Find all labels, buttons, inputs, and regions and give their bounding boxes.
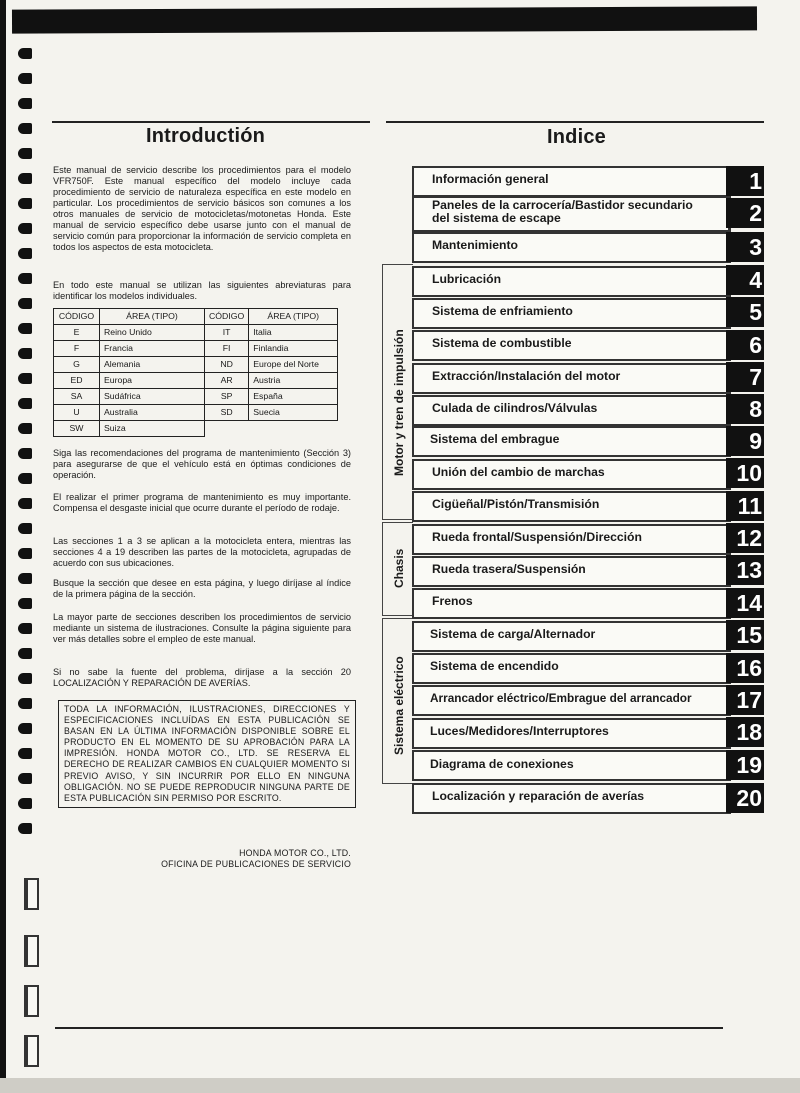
table-cell: SD bbox=[205, 405, 249, 421]
binding-hole bbox=[18, 523, 32, 534]
toc-label[interactable]: Sistema de enfriamiento bbox=[432, 304, 573, 318]
group-label-electrical: Sistema eléctrico bbox=[392, 656, 406, 755]
binding-hole bbox=[18, 798, 32, 809]
toc-label[interactable]: Sistema de encendido bbox=[430, 659, 559, 673]
model-codes-table bbox=[53, 308, 338, 437]
top-black-bar bbox=[12, 6, 757, 33]
binding-ring bbox=[24, 985, 39, 1017]
toc-number-tab[interactable]: 5 bbox=[726, 297, 764, 327]
column-header: CÓDIGO bbox=[205, 309, 249, 325]
binding-hole bbox=[18, 348, 32, 359]
toc-number-tab[interactable]: 6 bbox=[726, 330, 764, 360]
toc-number-tab[interactable]: 9 bbox=[726, 426, 764, 456]
binding-hole bbox=[18, 748, 32, 759]
toc-number-tab[interactable]: 17 bbox=[726, 685, 764, 715]
header-rule-right bbox=[386, 121, 764, 123]
toc-label[interactable]: Luces/Medidores/Interruptores bbox=[430, 724, 609, 738]
binding-hole bbox=[18, 698, 32, 709]
column-header: ÁREA (TIPO) bbox=[249, 309, 338, 325]
table-cell: FI bbox=[205, 341, 249, 357]
table-cell: Australia bbox=[100, 405, 205, 421]
binding-hole bbox=[18, 173, 32, 184]
binding-hole bbox=[18, 148, 32, 159]
toc-label-line: Paneles de la carrocería/Bastidor secundario bbox=[432, 198, 693, 212]
table-cell: Alemania bbox=[100, 357, 205, 373]
column-header: ÁREA (TIPO) bbox=[100, 309, 205, 325]
footer-rule bbox=[55, 1027, 723, 1029]
table-cell: G bbox=[54, 357, 100, 373]
toc-label[interactable]: Unión del cambio de marchas bbox=[432, 465, 605, 479]
binding-hole bbox=[18, 273, 32, 284]
table-cell: Finlandia bbox=[249, 341, 338, 357]
binding-hole bbox=[18, 548, 32, 559]
toc-number-tab[interactable]: 3 bbox=[726, 232, 764, 262]
toc-number-tab[interactable]: 18 bbox=[726, 717, 764, 747]
intro-paragraph: Las secciones 1 a 3 se aplican a la motocicleta entera, mientras las secciones 4 a 19 describen las partes de la motocicleta, agrupadas de acuerdo con sus ubicaciones. bbox=[53, 536, 351, 568]
table-row bbox=[54, 405, 338, 421]
toc-number-tab[interactable]: 2 bbox=[726, 198, 764, 228]
table-cell-empty bbox=[249, 421, 338, 437]
toc-number-tab[interactable]: 11 bbox=[726, 491, 764, 521]
index-title: Indice bbox=[547, 126, 606, 148]
toc-number-tab[interactable]: 14 bbox=[726, 588, 764, 618]
intro-paragraph: Si no sabe la fuente del problema, diríjase a la sección 20 LOCALIZACIÓN Y REPARACIÓN DE AVERÍAS. bbox=[53, 667, 351, 688]
binding-hole bbox=[18, 423, 32, 434]
toc-label[interactable]: Arrancador eléctrico/Embrague del arrancador bbox=[430, 691, 692, 705]
toc-number-tab[interactable]: 13 bbox=[726, 555, 764, 585]
header-rule-left bbox=[52, 121, 370, 123]
binding-hole bbox=[18, 398, 32, 409]
toc-label[interactable]: Diagrama de conexiones bbox=[430, 757, 574, 771]
toc-label-line: del sistema de escape bbox=[432, 211, 561, 225]
toc-label[interactable]: Extracción/Instalación del motor bbox=[432, 369, 621, 383]
binding-hole bbox=[18, 823, 32, 834]
toc-number-tab[interactable]: 1 bbox=[726, 166, 764, 196]
table-cell-empty bbox=[205, 421, 249, 437]
toc-label[interactable]: Rueda frontal/Suspensión/Dirección bbox=[432, 530, 642, 544]
binding-hole bbox=[18, 648, 32, 659]
binding-ring bbox=[24, 878, 39, 910]
binding-hole bbox=[18, 498, 32, 509]
toc-label[interactable]: Sistema del embrague bbox=[430, 432, 560, 446]
binding-hole bbox=[18, 198, 32, 209]
toc-label[interactable]: Lubricación bbox=[432, 272, 502, 286]
publisher-office: OFICINA DE PUBLICACIONES DE SERVICIO bbox=[161, 859, 351, 869]
group-label-engine: Motor y tren de impulsión bbox=[392, 329, 406, 476]
toc-number-tab[interactable]: 4 bbox=[726, 265, 764, 295]
binding-hole bbox=[18, 123, 32, 134]
publisher-name: HONDA MOTOR CO., LTD. bbox=[239, 848, 351, 858]
binding-hole bbox=[18, 73, 32, 84]
table-row bbox=[54, 341, 338, 357]
publisher-block bbox=[125, 848, 351, 870]
intro-paragraph: En todo este manual se utilizan las siguientes abreviaturas para identificar los modelos individuales. bbox=[53, 280, 351, 301]
binding-hole bbox=[18, 673, 32, 684]
binding-hole bbox=[18, 623, 32, 634]
toc-number-tab[interactable]: 12 bbox=[726, 523, 764, 553]
table-cell: IT bbox=[205, 325, 249, 341]
table-cell: U bbox=[54, 405, 100, 421]
table-cell: Austria bbox=[249, 373, 338, 389]
table-row bbox=[54, 325, 338, 341]
binding-hole bbox=[18, 323, 32, 334]
table-cell: Suiza bbox=[100, 421, 205, 437]
table-cell: España bbox=[249, 389, 338, 405]
table-cell: AR bbox=[205, 373, 249, 389]
table-row bbox=[54, 357, 338, 373]
toc-number-tab[interactable]: 7 bbox=[726, 362, 764, 392]
toc-label[interactable]: Sistema de combustible bbox=[432, 336, 572, 350]
binding-hole bbox=[18, 48, 32, 59]
copyright-notice-box: TODA LA INFORMACIÓN, ILUSTRACIONES, DIRECCIONES Y ESPECIFICACIONES INCLUÍDAS EN ESTA PUBLICACIÓN SE BASAN EN LA ÚLTIMA INFORMACIÓN DISPONIBLE SOBRE EL PRODUCTO EN EL MOMENTO DE SU APROBACIÓN PARA LA IMPRESIÓN. HONDA MOTOR CO., LTD. SE RESERVA EL DERECHO DE REALIZAR CAMBIOS EN CUALQUIER MOMENTO SI PREVIO AVISO, Y SIN INCURRIR POR ELLO EN NINGUNA OBLIGACIÓN. NO SE PUEDE REPRODUCIR NINGUNA PARTE DE ESTA PUBLICACIÓN SIN PERMISO POR ESCRITO. bbox=[58, 700, 356, 808]
table-cell: Europa bbox=[100, 373, 205, 389]
column-header: CÓDIGO bbox=[54, 309, 100, 325]
intro-paragraph: Este manual de servicio describe los procedimientos para el modelo VFR750F. Este manual específico del modelo incluye cada procedimiento de servicio de naturaleza específica en este modelo en particular. Los procedimientos de servicio básicos son comunes a los otros manuales de servicio de motocicletas/motonetas Honda. Este manual de servicio específico debe usarse junto con el manual de servicio común para proporcionar la información de servicio completa en todos los aspectos de esta motocicleta. bbox=[53, 165, 351, 252]
toc-label[interactable] bbox=[432, 199, 693, 225]
binding-hole bbox=[18, 298, 32, 309]
table-row bbox=[54, 389, 338, 405]
table-cell: Italia bbox=[249, 325, 338, 341]
bottom-page-shadow bbox=[0, 1078, 800, 1093]
binding-hole bbox=[18, 448, 32, 459]
toc-number-tab[interactable]: 20 bbox=[726, 783, 764, 813]
table-cell: Sudáfrica bbox=[100, 389, 205, 405]
binding-hole bbox=[18, 473, 32, 484]
toc-label[interactable]: Cigüeñal/Pistón/Transmisión bbox=[432, 497, 600, 511]
binding-hole bbox=[18, 573, 32, 584]
intro-title: Introductión bbox=[146, 125, 266, 147]
table-cell: SA bbox=[54, 389, 100, 405]
group-label-chassis: Chasis bbox=[392, 548, 406, 588]
toc-number-tab[interactable]: 16 bbox=[726, 653, 764, 683]
binding-hole bbox=[18, 98, 32, 109]
table-cell: SP bbox=[205, 389, 249, 405]
toc-label[interactable]: Localización y reparación de averías bbox=[432, 789, 645, 803]
binding-hole bbox=[18, 248, 32, 259]
binding-hole bbox=[18, 598, 32, 609]
table-cell: Suecia bbox=[249, 405, 338, 421]
toc-number-tab[interactable]: 10 bbox=[726, 458, 764, 488]
binding-hole bbox=[18, 773, 32, 784]
table-row bbox=[54, 373, 338, 389]
table-header-row bbox=[54, 309, 338, 325]
toc-label[interactable]: Rueda trasera/Suspensión bbox=[432, 562, 586, 576]
toc-number-tab[interactable]: 19 bbox=[726, 750, 764, 780]
binding-ring bbox=[24, 935, 39, 967]
binding-hole bbox=[18, 723, 32, 734]
toc-number-tab[interactable]: 15 bbox=[726, 620, 764, 650]
table-cell: ED bbox=[54, 373, 100, 389]
toc-label[interactable]: Culada de cilindros/Válvulas bbox=[432, 401, 598, 415]
toc-label[interactable]: Frenos bbox=[432, 594, 473, 608]
page-left-edge bbox=[0, 0, 6, 1093]
toc-number-tab[interactable]: 8 bbox=[726, 394, 764, 424]
toc-label[interactable]: Sistema de carga/Alternador bbox=[430, 627, 596, 641]
intro-paragraph: El realizar el primer programa de mantenimiento es muy importante. Compensa el desgaste inicial que ocurre durante el período de rodaje. bbox=[53, 492, 351, 513]
binding-hole bbox=[18, 373, 32, 384]
intro-paragraph: Busque la sección que desee en esta página, y luego diríjase al índice de la primera página de la sección. bbox=[53, 578, 351, 599]
intro-paragraph: Siga las recomendaciones del programa de mantenimiento (Sección 3) para asegurarse de que el vehículo está en óptimas condiciones de operación. bbox=[53, 448, 351, 480]
table-cell: SW bbox=[54, 421, 100, 437]
spiral-binding bbox=[10, 40, 44, 1080]
table-row bbox=[54, 421, 338, 437]
table-cell: F bbox=[54, 341, 100, 357]
toc-label[interactable]: Información general bbox=[432, 172, 549, 186]
intro-paragraph: La mayor parte de secciones describen los procedimientos de servicio mediante un sistema de ilustraciones. Consulte la página siguiente para ver más detalles sobre el empleo de este manual. bbox=[53, 612, 351, 644]
binding-hole bbox=[18, 223, 32, 234]
binding-ring bbox=[24, 1035, 39, 1067]
table-cell: E bbox=[54, 325, 100, 341]
toc-label[interactable]: Mantenimiento bbox=[432, 238, 518, 252]
table-cell: Francia bbox=[100, 341, 205, 357]
table-cell: Reino Unido bbox=[100, 325, 205, 341]
table-cell: Europe del Norte bbox=[249, 357, 338, 373]
table-cell: ND bbox=[205, 357, 249, 373]
